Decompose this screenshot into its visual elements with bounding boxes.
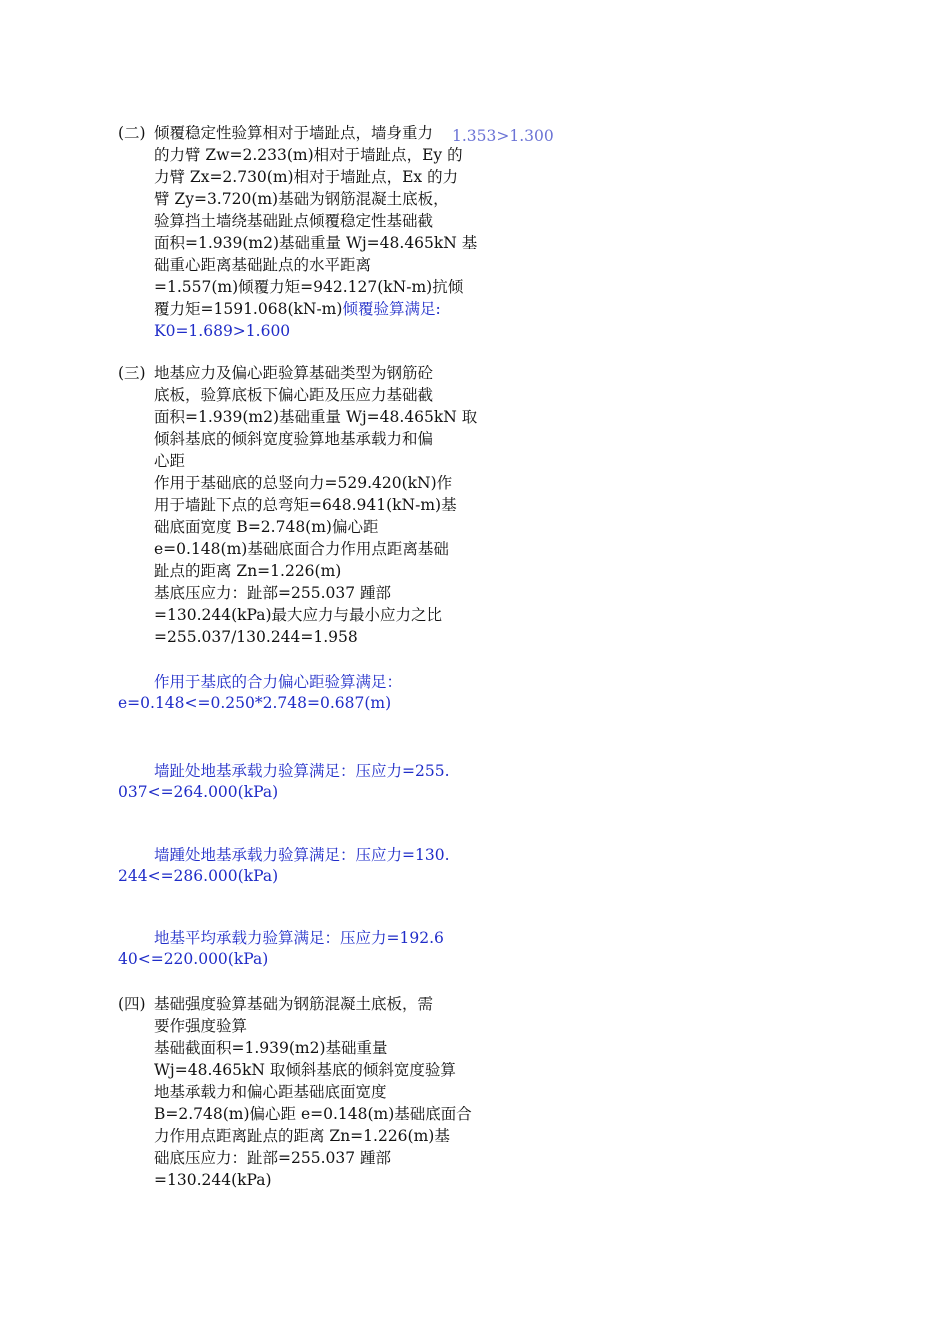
s2-line: 验算挡土墙绕基础趾点倾覆稳定性基础截	[154, 212, 434, 230]
s3-line: 用于墙趾下点的总弯矩=648.941(kN-m)基	[154, 496, 457, 514]
section-4-number: (四)	[118, 995, 146, 1013]
section-2-body	[154, 122, 478, 342]
s4-line: 要作强度验算	[154, 1017, 248, 1035]
s2-line: 的力臂 Zw=2.233(m)相对于墙趾点，Ey 的	[154, 146, 463, 164]
s2-line: 础重心距离基础趾点的水平距离	[154, 256, 372, 274]
s4-line: Wj=48.465kN 取倾斜基底的倾斜宽度验算	[154, 1061, 456, 1079]
s2-line: 力臂 Zx=2.730(m)相对于墙趾点，Ex 的力	[154, 168, 459, 186]
s3-line: =255.037/130.244=1.958	[154, 628, 358, 646]
s2-line	[154, 298, 478, 320]
overlapping-text: 1.353>1.300	[452, 127, 554, 145]
s4-line: 地基承载力和偏心距基础底面宽度	[154, 1083, 387, 1101]
average-bearing-check	[118, 928, 478, 970]
eccentricity-check	[118, 672, 478, 714]
section-2	[118, 122, 478, 342]
section-3	[118, 362, 478, 648]
s3-line: 心距	[154, 452, 186, 470]
s4-line: 力作用点距离趾点的距离 Zn=1.226(m)基	[154, 1127, 450, 1145]
s2-line: 臂 Zy=3.720(m)基础为钢筋混凝土底板，	[154, 190, 449, 208]
s3-line: 作用于基础底的总竖向力=529.420(kN)作	[154, 474, 453, 492]
average-bearing-check-line2: 40<=220.000(kPa)	[118, 950, 269, 968]
s3-line: 地基应力及偏心距验算基础类型为钢筋砼	[154, 364, 434, 382]
overturn-check-value: K0=1.689>1.600	[154, 322, 291, 340]
s2-line: 面积=1.939(m2)基础重量 Wj=48.465kN 基	[154, 234, 478, 252]
s4-line: =130.244(kPa)	[154, 1171, 272, 1189]
eccentricity-check-label: 作用于基底的合力偏心距验算满足：	[154, 673, 403, 691]
heel-bearing-check-line1: 墙踵处地基承载力验算满足：压应力=130.	[154, 846, 450, 864]
s4-line: 基础强度验算基础为钢筋混凝土底板，需	[154, 995, 434, 1013]
s3-line: 底板，验算底板下偏心距及压应力基础截	[154, 386, 434, 404]
toe-bearing-check	[118, 761, 478, 803]
overturn-check-label: 倾覆验算满足:	[342, 300, 441, 318]
section-2-number: (二)	[118, 124, 146, 142]
section-4	[118, 993, 478, 1191]
s3-line: 倾斜基底的倾斜宽度验算地基承载力和偏	[154, 430, 434, 448]
s2-line: =1.557(m)倾覆力矩=942.127(kN-m)抗倾	[154, 278, 464, 296]
s3-line: 础底面宽度 B=2.748(m)偏心距	[154, 518, 379, 536]
s4-line: 础底压应力：趾部=255.037 踵部	[154, 1149, 392, 1167]
s2-line9-text: 覆力矩=1591.068(kN-m)	[154, 300, 343, 318]
s3-line: 面积=1.939(m2)基础重量 Wj=48.465kN 取	[154, 408, 478, 426]
s4-line: 基础截面积=1.939(m2)基础重量	[154, 1039, 388, 1057]
s3-line: =130.244(kPa)最大应力与最小应力之比	[154, 606, 443, 624]
section-4-body	[154, 993, 478, 1191]
section-3-number: (三)	[118, 364, 146, 382]
average-bearing-check-line1: 地基平均承载力验算满足：压应力=192.6	[154, 929, 444, 947]
heel-bearing-check	[118, 845, 478, 887]
s3-line: e=0.148(m)基础底面合力作用点距离基础	[154, 540, 449, 558]
s2-line: 倾覆稳定性验算相对于墙趾点，墙身重力	[154, 124, 434, 142]
eccentricity-check-value: e=0.148<=0.250*2.748=0.687(m)	[118, 694, 392, 712]
toe-bearing-check-line2: 037<=264.000(kPa)	[118, 783, 279, 801]
toe-bearing-check-line1: 墙趾处地基承载力验算满足：压应力=255.	[154, 762, 450, 780]
s3-line: 基底压应力：趾部=255.037 踵部	[154, 584, 392, 602]
s3-line: 趾点的距离 Zn=1.226(m)	[154, 562, 342, 580]
section-3-body	[154, 362, 478, 648]
s4-line: B=2.748(m)偏心距 e=0.148(m)基础底面合	[154, 1105, 472, 1123]
heel-bearing-check-line2: 244<=286.000(kPa)	[118, 867, 279, 885]
